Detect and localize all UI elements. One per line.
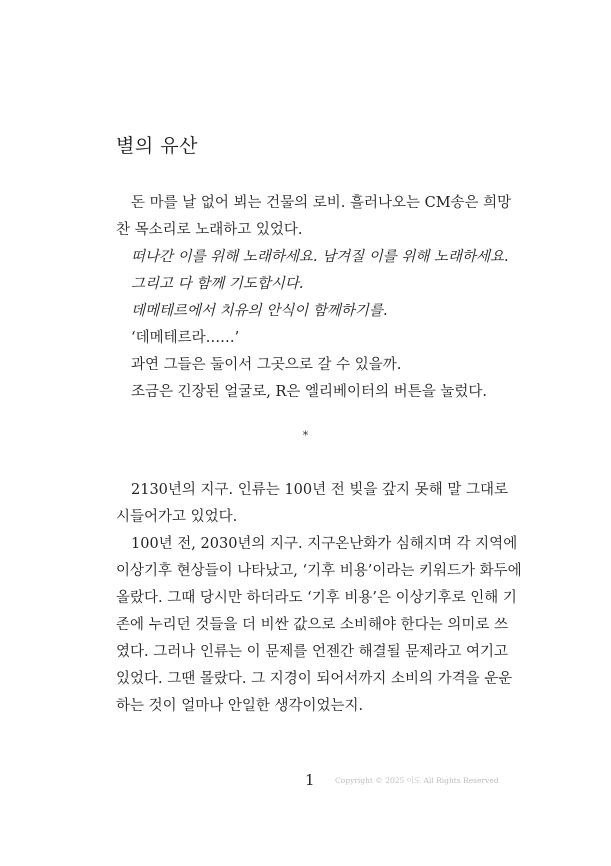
chapter-title: 별의 유산 — [116, 135, 198, 157]
text-line: 였다. 그러나 인류는 이 문제를 언젠간 해결될 문제라고 여기고 — [116, 644, 508, 660]
text-line: 떠나간 이를 위해 노래하세요. 남겨질 이를 위해 노래하세요. — [131, 249, 509, 265]
text-line: 올랐다. 그때 당시만 하더라도 ‘기후 비용’은 이상기후로 인해 기 — [116, 590, 517, 606]
text-line: 돈 마를 날 없어 뵈는 건물의 로비. 흘러나오는 CM송은 희망 — [131, 195, 512, 211]
text-line: 하는 것이 얼마나 안일한 생각이었는지. — [116, 698, 364, 714]
page-footer — [0, 771, 611, 791]
text-line: 데메테르에서 치유의 안식이 함께하기를. — [131, 303, 388, 319]
text-line: 있었다. 그땐 몰랐다. 그 지경이 되어서까지 소비의 가격을 운운 — [116, 671, 513, 687]
text-line: 시들어가고 있었다. — [116, 509, 238, 525]
text-line: 찬 목소리로 노래하고 있었다. — [116, 222, 303, 238]
text-line: 조금은 긴장된 얼굴로, R은 엘리베이터의 버튼을 눌렀다. — [131, 384, 487, 400]
text-line: 이상기후 현상들이 나타났고, ‘기후 비용’이라는 키워드가 화두에 — [116, 563, 522, 579]
text-line: ‘데메테르라……’ — [131, 330, 240, 346]
page-number: 1 — [305, 771, 315, 789]
text-line: 100년 전, 2030년의 지구. 지구온난화가 심해지며 각 지역에 — [131, 536, 518, 552]
text-line: 과연 그들은 둘이서 그곳으로 갈 수 있을까. — [131, 357, 402, 373]
section-separator: * — [302, 429, 309, 442]
text-line: 그리고 다 함께 기도합시다. — [131, 276, 304, 292]
text-line: 존에 누리던 것들을 더 비싼 값으로 소비해야 한다는 의미로 쓰 — [116, 617, 508, 633]
copyright-notice: Copyright © 2025 이도 All Rights Reserved — [335, 776, 499, 785]
text-line: 2130년의 지구. 인류는 100년 전 빚을 갚지 못해 말 그대로 — [131, 482, 508, 498]
